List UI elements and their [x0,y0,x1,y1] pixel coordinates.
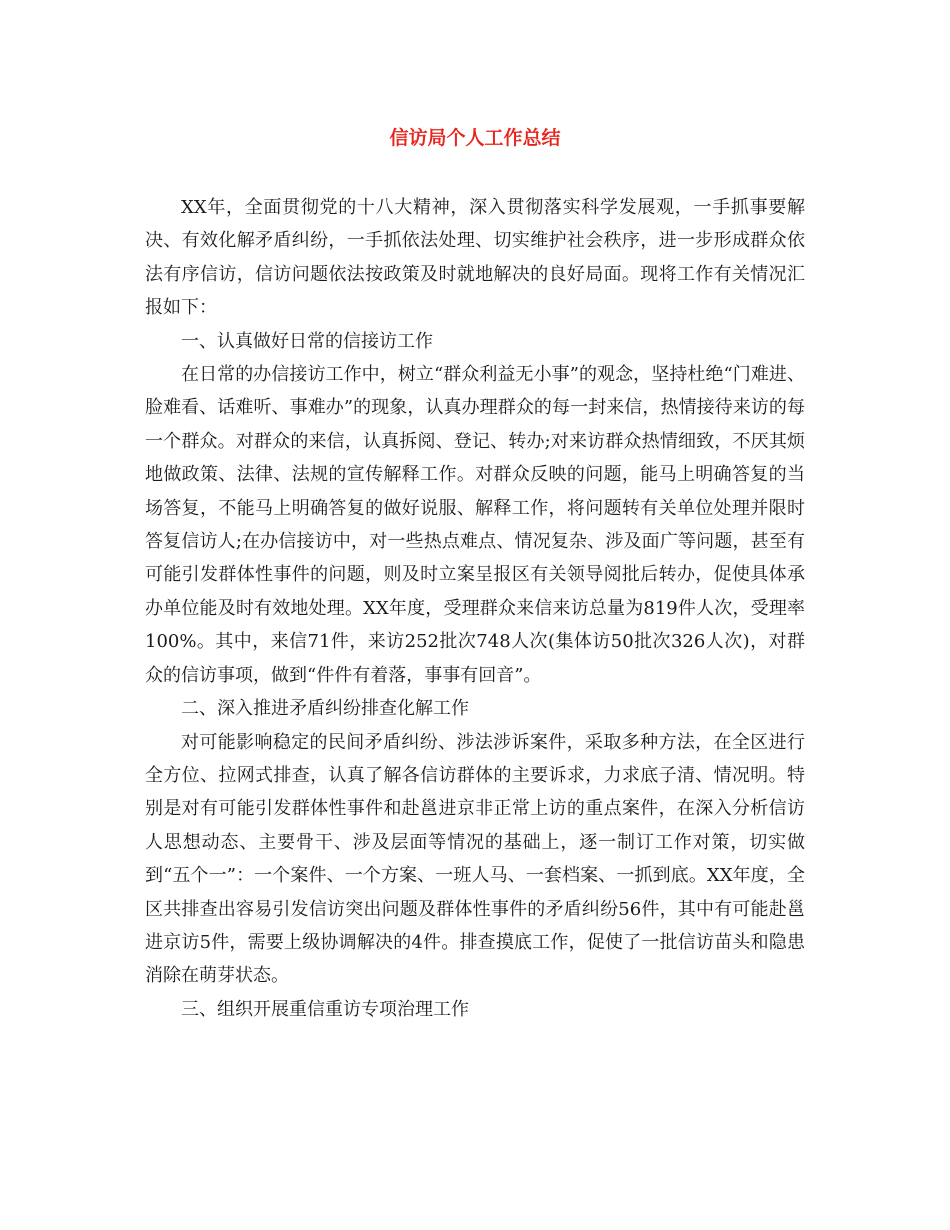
document-title: 信访局个人工作总结 [389,127,561,149]
section-heading-3: 三、组织开展重信重访专项治理工作 [181,998,469,1020]
section-heading-1: 一、认真做好日常的信接访工作 [181,330,433,352]
document-body [145,191,805,1026]
section-1-paragraph: 在日常的办信接访工作中，树立“群众利益无小事”的观念，坚持杜绝“门难进、脸难看、话难听、事难办”的现象，认真办理群众的每一封来信，热情接待来访的每一个群众。对群众的来信，认真拆阅、登记、转办;对来访群众热情细致，不厌其烦地做政策、法律、法规的宣传解释工作。对群众反映的问题，能马上明确答复的当场答复，不能马上明确答复的做好说服、解释工作，将问题转有关单位处理并限时答复信访人;在办信接访中，对一些热点难点、情况复杂、涉及面广等问题，甚至有可能引发群体性事件的问题，则及时立案呈报区有关领导阅批后转办，促使具体承办单位能及时有效地处理。XX年度，受理群众来信来访总量为819件人次，受理率100%。其中，来信71件，来访252批次748人次(集体访50批次326人次)，对群众的信访事项，做到“件件有着落，事事有回音”。 [145,364,805,686]
intro-paragraph: XX年，全面贯彻党的十八大精神，深入贯彻落实科学发展观，一手抓事要解决、有效化解矛盾纠纷，一手抓依法处理、切实维护社会秩序，进一步形成群众依法有序信访，信访问题依法按政策及时就地解决的良好局面。现将工作有关情况汇报如下： [145,197,805,319]
section-heading-2: 二、深入推进矛盾纠纷排查化解工作 [181,698,469,720]
section-2-paragraph: 对可能影响稳定的民间矛盾纠纷、涉法涉诉案件，采取多种方法，在全区进行全方位、拉网式排查，认真了解各信访群体的主要诉求，力求底子清、情况明。特别是对有可能引发群体性事件和赴邕进京非正常上访的重点案件，在深入分析信访人思想动态、主要骨干、涉及层面等情况的基础上，逐一制订工作对策，切实做到“五个一”：一个案件、一个方案、一班人马、一套档案、一抓到底。XX年度，全区共排查出容易引发信访突出问题及群体性事件的矛盾纠纷56件，其中有可能赴邕进京访5件，需要上级协调解决的4件。排查摸底工作，促使了一批信访苗头和隐患消除在萌芽状态。 [145,731,805,987]
